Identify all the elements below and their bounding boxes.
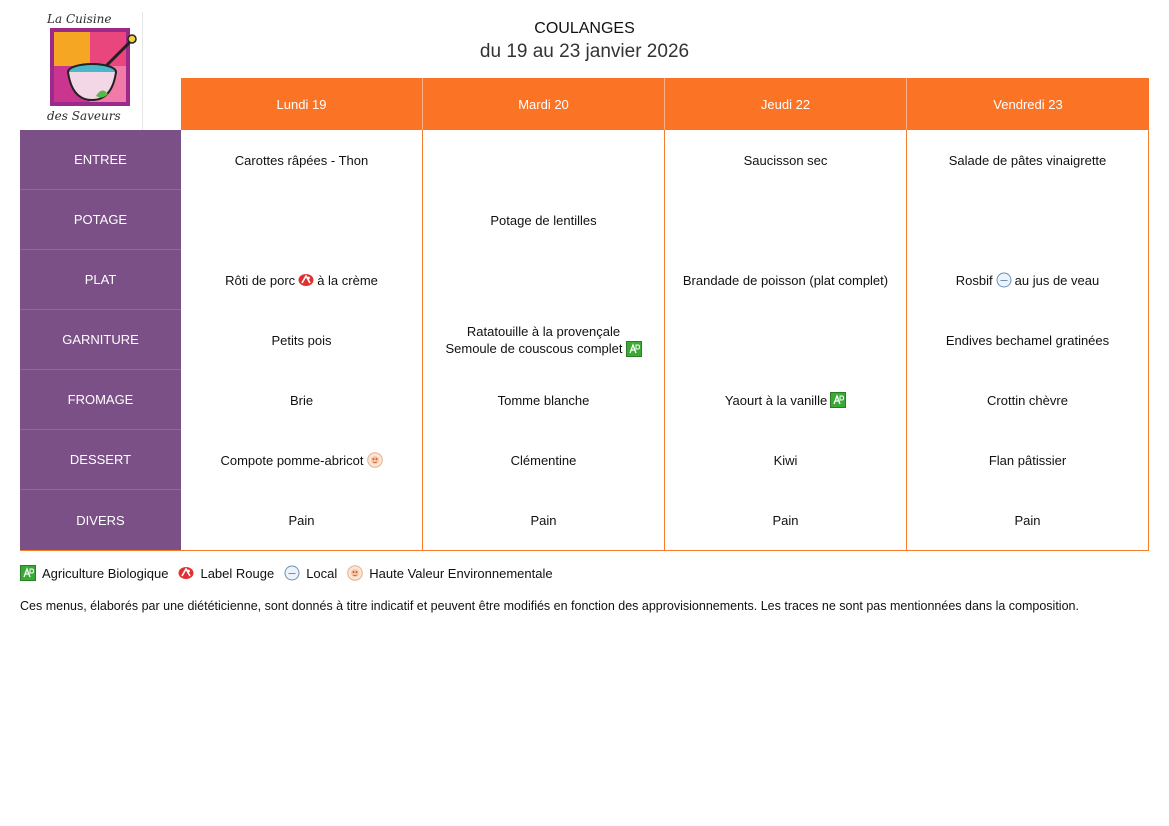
legend-label: Label Rouge <box>200 565 275 581</box>
menu-cell <box>665 310 906 370</box>
dish-name: Pain <box>772 512 799 528</box>
bio-icon <box>20 565 36 581</box>
dish-line <box>1014 512 1040 529</box>
dish-name: Salade de pâtes vinaigrette <box>948 152 1107 168</box>
dish-line <box>467 323 620 340</box>
menu-cell <box>423 430 664 490</box>
dish-name: Compote pomme-abricot <box>220 452 364 468</box>
category-label: DIVERS <box>76 512 125 528</box>
menu-cell <box>665 130 906 190</box>
city-name: COULANGES <box>534 20 635 37</box>
dish-name-suffix: au jus de veau <box>1014 272 1100 288</box>
logo-text-bottom: des Saveurs <box>47 109 121 123</box>
legend-item <box>347 565 552 581</box>
menu-cell <box>181 190 422 250</box>
dish-line <box>772 512 798 529</box>
bio-icon <box>830 392 846 408</box>
category-label: FROMAGE <box>20 370 181 430</box>
day-header: Mardi 20 <box>423 78 665 130</box>
menu-cell <box>181 310 422 370</box>
dish-name: Semoule de couscous complet <box>445 341 623 356</box>
dish-name: Endives bechamel gratinées <box>945 332 1110 348</box>
menu-grid <box>20 130 1149 551</box>
menu-cell <box>665 430 906 490</box>
dish-name: Rosbif <box>955 272 993 288</box>
menu-cell <box>907 130 1148 190</box>
legend-item <box>284 565 337 581</box>
menu-cell <box>907 190 1148 250</box>
legend-item <box>178 565 274 581</box>
dish-name: Crottin chèvre <box>987 392 1068 408</box>
category-label: PLAT <box>20 250 181 310</box>
dish-name: Kiwi <box>773 452 798 468</box>
logo-pot-icon <box>46 26 138 110</box>
dish-name: Potage de lentilles <box>490 212 597 228</box>
day-column <box>907 130 1149 550</box>
menu-cell <box>423 250 664 310</box>
dish-name: Ratatouille à la provençale <box>466 324 621 339</box>
legend <box>20 565 557 581</box>
local-icon <box>284 565 300 581</box>
label-rouge-icon <box>298 272 314 288</box>
dish-line <box>235 152 368 169</box>
dish-line <box>272 332 332 349</box>
dish-line <box>490 212 596 229</box>
category-label: GARNITURE <box>20 310 181 370</box>
dish-name: Brandade de poisson (plat complet) <box>682 272 889 288</box>
dish-line <box>683 272 888 289</box>
legend-label: Local <box>306 565 338 581</box>
category-label: ENTREE <box>20 130 181 190</box>
dish-name: Flan pâtissier <box>988 452 1067 468</box>
dish-line <box>987 392 1068 409</box>
dish-name: Pain <box>288 512 315 528</box>
dish-line <box>956 272 1099 289</box>
menu-cell <box>907 370 1148 430</box>
day-header: Lundi 19 <box>181 78 423 130</box>
hve-icon <box>367 452 383 468</box>
dish-name: Rôti de porc <box>225 272 296 288</box>
hve-icon <box>347 565 363 581</box>
menu-cell <box>181 370 422 430</box>
legend-label: Agriculture Biologique <box>42 565 169 581</box>
day-header-row <box>181 78 1149 130</box>
day-header: Vendredi 23 <box>993 96 1063 112</box>
logo-text-top: La Cuisine <box>47 12 112 26</box>
dish-name: Carottes râpées - Thon <box>234 152 369 168</box>
day-header: Jeudi 22 <box>665 78 907 130</box>
label-rouge-icon <box>178 565 194 581</box>
menu-cell <box>423 490 664 550</box>
day-columns <box>181 130 1149 550</box>
dish-line <box>530 512 556 529</box>
menu-cell <box>907 490 1148 550</box>
legend-item <box>20 565 168 581</box>
local-icon <box>996 272 1012 288</box>
dish-line <box>220 452 382 469</box>
day-column <box>423 130 665 550</box>
date-range: du 19 au 23 janvier 2026 <box>479 41 690 62</box>
dish-line <box>288 512 314 529</box>
menu-cell <box>423 130 664 190</box>
menu-cell <box>665 490 906 550</box>
dish-line <box>744 152 828 169</box>
menu-cell <box>423 190 664 250</box>
dish-line <box>225 272 378 289</box>
day-column <box>665 130 907 550</box>
dish-line <box>989 452 1066 469</box>
dish-name: Saucisson sec <box>743 152 828 168</box>
dish-name: Clémentine <box>510 452 577 468</box>
menu-cell <box>423 370 664 430</box>
menu-cell <box>181 130 422 190</box>
menu-cell <box>665 250 906 310</box>
menu-cell <box>181 250 422 310</box>
dish-line <box>445 340 641 357</box>
menu-cell <box>665 370 906 430</box>
category-label: DESSERT <box>20 430 181 490</box>
menu-cell <box>423 310 664 370</box>
dish-line <box>774 452 798 469</box>
bio-icon <box>626 341 642 357</box>
dish-line <box>949 152 1107 169</box>
dish-line <box>725 392 846 409</box>
dish-name: Brie <box>289 392 314 408</box>
legend-label: Haute Valeur Environnementale <box>369 565 553 581</box>
dish-line <box>946 332 1109 349</box>
page-title <box>182 20 987 63</box>
dish-line <box>498 392 590 409</box>
category-column <box>20 130 181 550</box>
dish-name: Yaourt à la vanille <box>724 392 828 408</box>
dish-name-suffix: à la crème <box>317 272 378 288</box>
dish-name: Pain <box>530 512 557 528</box>
day-column <box>181 130 423 550</box>
dish-name: Petits pois <box>271 332 332 348</box>
dish-name: Pain <box>1014 512 1041 528</box>
menu-cell <box>181 490 422 550</box>
disclaimer-note: Ces menus, élaborés par une diététicienne, sont donnés à titre indicatif et peuvent être modifiés en fonction des approvisionnements. Les traces ne sont pas mentionnées dans la composition. <box>20 599 1079 613</box>
logo <box>20 12 143 130</box>
category-label: POTAGE <box>20 190 181 250</box>
menu-cell <box>665 190 906 250</box>
menu-cell <box>181 430 422 490</box>
menu-cell <box>907 310 1148 370</box>
dish-line <box>290 392 313 409</box>
dish-line <box>511 452 577 469</box>
dish-name: Tomme blanche <box>497 392 590 408</box>
menu-cell <box>907 430 1148 490</box>
menu-cell <box>907 250 1148 310</box>
